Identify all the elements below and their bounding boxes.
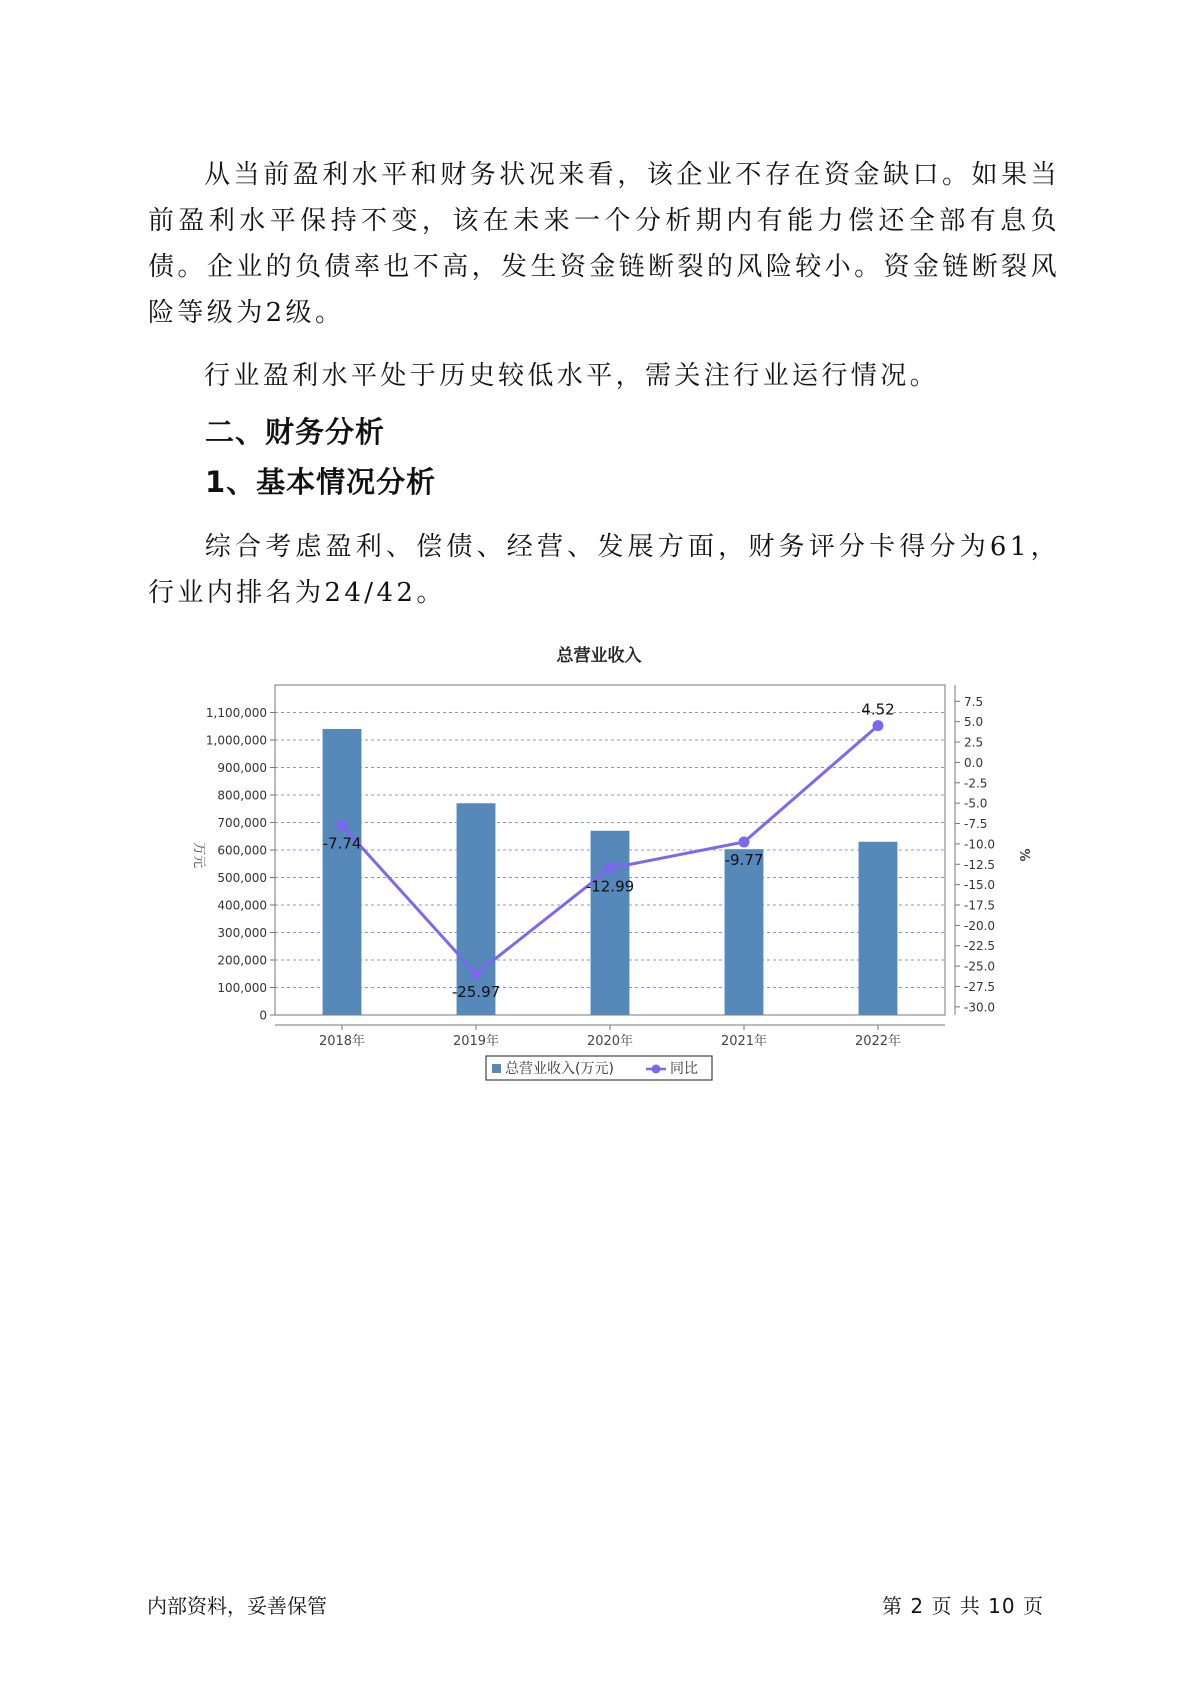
y2-tick-label: -25.0	[964, 959, 996, 974]
chart-legend	[486, 1056, 712, 1080]
y2-tick-label: -7.5	[964, 817, 988, 832]
x-tick-label: 2022年	[854, 1034, 902, 1049]
y-tick-label: 900,000	[217, 761, 267, 775]
y2-tick-label: 0.0	[964, 755, 984, 770]
yoy-point	[471, 969, 482, 980]
y2-tick-label: -30.0	[964, 1000, 996, 1015]
x-axis	[275, 1025, 945, 1049]
y-tick-label: 0	[259, 1008, 267, 1023]
y-tick-label: 1,100,000	[205, 706, 267, 720]
x-tick-label: 2019年	[452, 1034, 500, 1049]
yoy-data-label: 4.52	[861, 700, 895, 719]
paragraph-funding-gap: 从当前盈利水平和财务状况来看，该企业不存在资金缺口。如果当前盈利水平保持不变，该在未来一个分析期内有能力偿还全部有息负债。企业的负债率也不高，发生资金链断裂的风险较小。资金链断裂风险等级为2级。	[148, 160, 1060, 328]
footer-confidential: 内部资料，妥善保管	[147, 1594, 327, 1618]
y2-tick-label: -12.5	[964, 857, 996, 872]
y-axis-right	[955, 685, 995, 1015]
y-tick-label: 1,000,000	[205, 733, 267, 748]
y-tick-label: 300,000	[217, 926, 267, 940]
yoy-data-label: -12.99	[585, 877, 635, 896]
yoy-point	[873, 720, 884, 731]
y-axis-left	[206, 685, 275, 1023]
paragraph-score: 综合考虑盈利、偿债、经营、发展方面，财务评分卡得分为61，行业内排名为24/42。	[148, 532, 1060, 608]
chart-title: 总营业收入	[556, 646, 642, 666]
revenue-chart	[180, 640, 1040, 1100]
y2-tick-label: -2.5	[964, 776, 988, 791]
x-tick-label: 2021年	[720, 1034, 768, 1049]
y-tick-label: 700,000	[217, 816, 267, 830]
y2-tick-label: -5.0	[964, 796, 988, 811]
y2-tick-label: -22.5	[964, 939, 996, 954]
section-heading: 二、财务分析	[205, 415, 386, 449]
y2-tick-label: 5.0	[964, 715, 984, 730]
y2-tick-label: 7.5	[964, 694, 984, 709]
y2-tick-label: -10.0	[964, 837, 996, 852]
x-tick-label: 2018年	[318, 1034, 366, 1049]
yoy-point	[605, 863, 616, 874]
legend-bar-label: 总营业收入(万元)	[505, 1061, 614, 1077]
bar	[725, 849, 764, 1015]
x-tick-label: 2020年	[586, 1034, 634, 1049]
y2-tick-label: -15.0	[964, 878, 996, 893]
legend-line-marker	[652, 1065, 661, 1074]
yoy-data-label: -7.74	[322, 834, 362, 853]
y-tick-label: 800,000	[217, 788, 267, 803]
bar	[323, 729, 362, 1015]
legend-line-label: 同比	[670, 1061, 698, 1077]
y-tick-label: 200,000	[217, 953, 267, 968]
yoy-data-label: -9.77	[724, 851, 764, 870]
subsection-heading: 1、基本情况分析	[205, 465, 437, 499]
y2-tick-label: -27.5	[964, 979, 996, 994]
bar	[859, 842, 898, 1015]
paragraph-industry-profit: 行业盈利水平处于历史较低水平，需关注行业运行情况。	[204, 361, 940, 391]
y-tick-label: 600,000	[217, 843, 267, 858]
y-tick-label: 400,000	[217, 898, 267, 913]
y-axis-label: 万元	[191, 841, 206, 869]
y-tick-label: 500,000	[217, 871, 267, 885]
y2-tick-label: -17.5	[964, 898, 996, 913]
legend-bar-swatch	[492, 1064, 501, 1073]
bar	[591, 831, 630, 1015]
y2-tick-label: -20.0	[964, 918, 996, 933]
y2-tick-label: 2.5	[964, 735, 984, 750]
footer-page-number: 第 2 页 共 10 页	[882, 1594, 1044, 1618]
y2-axis-label: %	[1016, 848, 1031, 862]
yoy-data-label: -25.97	[451, 983, 501, 1002]
yoy-point	[337, 820, 348, 831]
yoy-point	[739, 837, 750, 848]
y-tick-label: 100,000	[217, 981, 267, 995]
